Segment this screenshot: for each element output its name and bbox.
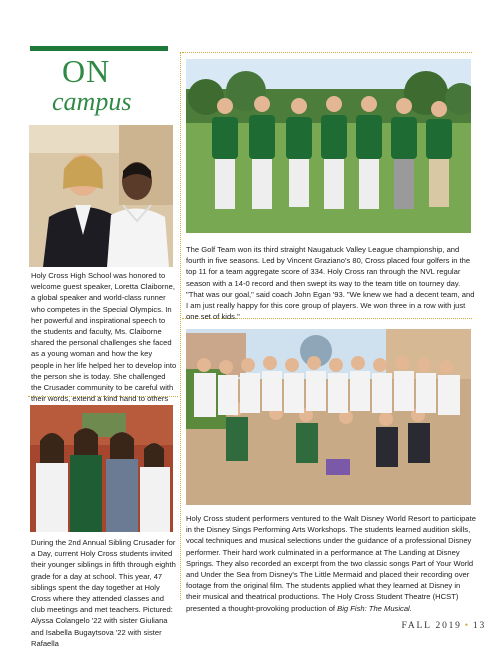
golf-team-group-photo-icon [186,59,471,233]
disney-caption-body: Holy Cross student performers ventured to the Walt Disney World Resort to participate in the Disney Sings Performing Arts Workshops. The students learned audition skills, vocal techniques and musical selections under the guidance of a professional Disney performer. Their hard work culminated in a performance at The Landing at Disney Springs. They also recorded an excerpt from the two classic songs Part of Your World and Under the Sea from Disney's The Little Mermaid and placed their recording over footage from the original film. The students applied what they learned at Disney in their musical and theatrical productions. The Holy Cross Student Theatre (HCST) presented a thought-provoking production of [186,514,476,613]
disney-caption [186,513,476,614]
footer-bullet: • [464,621,470,631]
section-title-on: ON [62,53,111,89]
sibling-caption [31,537,179,649]
golf-team-photo [186,59,471,233]
golf-caption [186,244,476,322]
sibling-photo [30,405,173,532]
disney-performers-group-photo-icon [186,329,471,505]
top-divider [182,52,472,53]
column-divider [180,52,181,600]
page-number: 13 [472,621,486,631]
disney-caption-show-title: Big Fish: The Musical. [337,603,412,613]
section-title-campus: campus [52,87,132,116]
disney-caption-text [186,513,476,614]
page-footer [401,621,486,631]
sibling-crusaders-photo-icon [30,405,173,532]
sibling-caption-text: During the 2nd Annual Sibling Crusader for a Day, current Holy Cross students invited their younger siblings in fifth through eighth grade for a day at school. This year, 47 siblings spent the day together at Holy Cross where they attended classes and club meetings and met teachers. Pictured: Alyssa Colangelo '22 with sister Giuliana and Isabella Bugaytsova '22 with sister Rafaella [31,538,176,648]
speaker-caption-text: Holy Cross High School was honored to welcome guest speaker, Loretta Claiborne, a global speaker and world-class runner who competes in the Special Olympics. In her powerful and inspirational speech to the students and faculty, Ms. Claiborne shared the personal challenges she faced as a young woman and how the key people in her life helped her to develop into the person she is today. She challenged the Crusader community to be careful with their words, extend a kind hand to others [31,271,177,404]
accent-bar [30,46,168,51]
golf-caption-text: The Golf Team won its third straight Naugatuck Valley League championship, and fourth in five seasons. Led by Vincent Graziano's 80, Cross placed four golfers in the top 11 for a team aggregate score of 334. Holy Cross ran through the NVL regular season with a 14-0 record and then swept its way to the team title on tourney day. "That was our goal," said coach John Egan '93. "We knew we had a decent team, and I am just really happy for this core group of players. We won three in a row with just one set of kids." [186,245,475,322]
two-women-portrait-icon [29,125,173,267]
footer-season: FALL 2019 [401,621,462,631]
disney-performers-photo [186,329,471,505]
speaker-photo [29,125,173,267]
